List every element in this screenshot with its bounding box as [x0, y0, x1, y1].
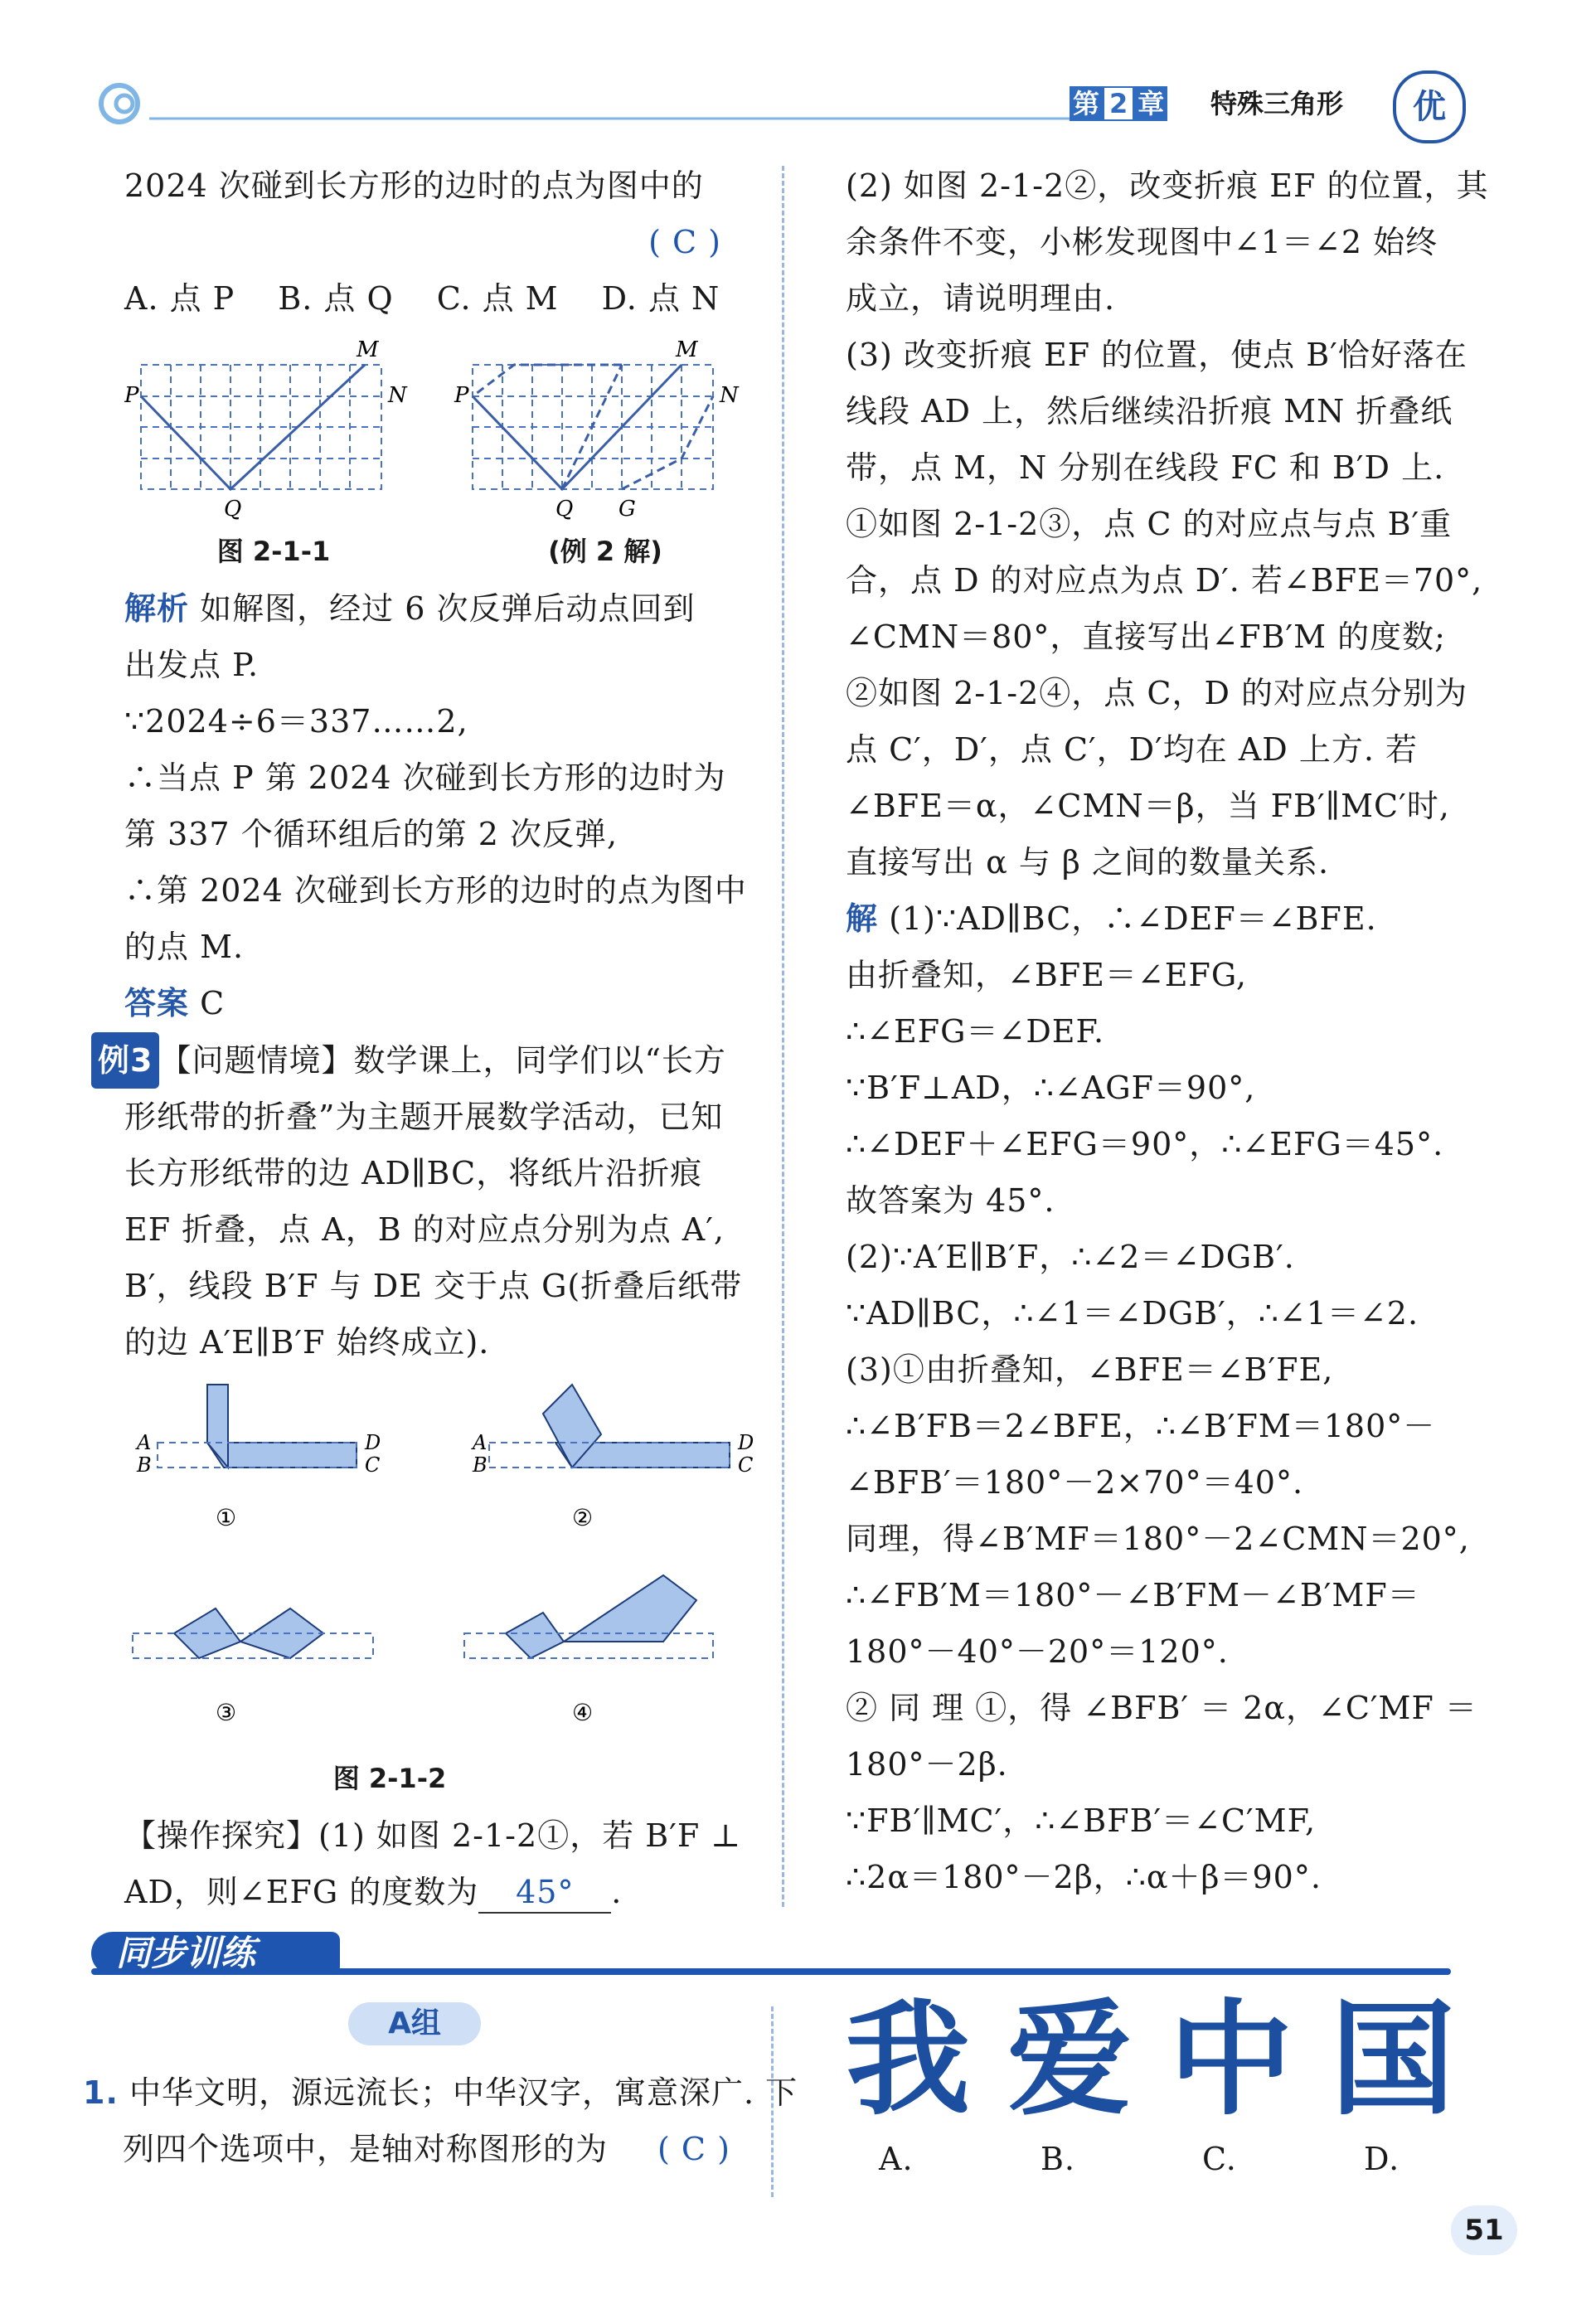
- solution-line: 由折叠知，∠BFE＝∠EFG,: [846, 957, 1247, 993]
- analysis-block: [124, 580, 754, 1031]
- solution-line: ∴2α＝180°－2β，∴α＋β＝90°.: [846, 1859, 1322, 1895]
- solution-line: ∠BFB′＝180°－2×70°＝40°.: [846, 1464, 1304, 1501]
- option-label-c: C.: [1202, 2141, 1237, 2177]
- right-line: 点 C′，D′，点 C′，D′均在 AD 上方. 若: [846, 731, 1418, 768]
- q1-answer: ( C ): [657, 2131, 730, 2167]
- label-P: P: [124, 383, 139, 408]
- right-column: [846, 158, 1489, 1905]
- explore-line: AD，则∠EFG 的度数为: [124, 1874, 479, 1910]
- right-line: 余条件不变，小彬发现图中∠1＝∠2 始终: [846, 224, 1438, 260]
- sub-label-2: ②: [572, 1504, 594, 1531]
- label-P2: P: [454, 383, 469, 408]
- example-3-line: 【问题情境】数学课上，同学们以“长方: [159, 1042, 726, 1079]
- example-3-line: B′，线段 B′F 与 DE 交于点 G(折叠后纸带: [124, 1268, 743, 1304]
- right-line: 直接写出 α 与 β 之间的数量关系.: [846, 844, 1330, 881]
- solution-line: 180°－40°－20°＝120°.: [846, 1633, 1229, 1670]
- chapter-badge: [1070, 83, 1167, 121]
- right-line: (3) 改变折痕 EF 的位置，使点 B′恰好落在: [846, 337, 1467, 373]
- left-column: [124, 158, 754, 327]
- char-options: [829, 1988, 1476, 2177]
- solution-line: ∴∠FB′M＝180°－∠B′FM－∠B′MF＝: [846, 1577, 1420, 1613]
- label-N2: N: [720, 383, 739, 408]
- option-label-b: B.: [1041, 2141, 1076, 2177]
- banner-text: 同步训练: [116, 1933, 256, 1973]
- example-3-tag: 例3: [91, 1032, 159, 1089]
- logo-text: 优: [1413, 88, 1446, 126]
- solution-line: ∴∠B′FB＝2∠BFE，∴∠B′FM＝180°－: [846, 1408, 1436, 1444]
- analysis-tag: 解析: [124, 590, 190, 627]
- analysis-line: 如解图，经过 6 次反弹后动点回到: [200, 590, 696, 627]
- solution-line: 180°－2β.: [846, 1746, 1008, 1783]
- right-line: 成立，请说明理由.: [846, 280, 1116, 317]
- label-Q2: Q: [555, 497, 574, 522]
- solution-line: ∵AD∥BC，∴∠1＝∠DGB′，∴∠1＝∠2.: [846, 1295, 1419, 1332]
- fig-label-C2: C: [738, 1453, 754, 1477]
- fig-label-D: D: [365, 1431, 381, 1454]
- figure-2-1-1: [124, 332, 754, 531]
- chapter-title: 特殊三角形: [1210, 88, 1344, 119]
- solution-line: ∵FB′∥MC′，∴∠BFB′＝∠C′MF,: [846, 1802, 1317, 1839]
- option-char-b: 爱: [1007, 1988, 1132, 2132]
- analysis-line: 的点 M.: [124, 929, 245, 965]
- right-line: ①如图 2-1-2③，点 C 的对应点与点 B′重: [846, 506, 1453, 542]
- question-options: A. 点 P B. 点 Q C. 点 M D. 点 N: [124, 280, 720, 317]
- figure-caption-2: (例 2 解): [548, 536, 662, 567]
- sub-label-1: ①: [216, 1504, 237, 1531]
- explore-block: [124, 1807, 754, 1920]
- chapter-num: 2: [1103, 86, 1134, 121]
- fig-label-D2: D: [738, 1431, 754, 1454]
- explore-answer: 45°: [478, 1872, 611, 1914]
- question-answer: ( C ): [648, 224, 721, 260]
- fig-label-B: B: [137, 1453, 152, 1477]
- label-N: N: [388, 383, 407, 408]
- option-char-d: 国: [1330, 1988, 1455, 2132]
- right-line: ②如图 2-1-2④，点 C，D 的对应点分别为: [846, 675, 1467, 711]
- option-char-c: 中: [1168, 1988, 1293, 2132]
- q1-line: 中华文明，源远流长；中华汉字，寓意深广. 下: [129, 2074, 798, 2111]
- explore-line-end: .: [611, 1874, 623, 1910]
- group-label: A组: [388, 2006, 441, 2040]
- solution-line: (1)∵AD∥BC，∴∠DEF＝∠BFE.: [889, 900, 1377, 937]
- analysis-line: ∵2024÷6＝337……2,: [124, 703, 468, 740]
- question-line: 2024 次碰到长方形的边时的点为图中的: [124, 167, 704, 204]
- example-3-block: [91, 1032, 754, 1371]
- banner-label: [91, 1932, 340, 1975]
- right-line: ∠BFE＝α，∠CMN＝β，当 FB′∥MC′时,: [846, 788, 1450, 824]
- solution-line: ∵B′F⊥AD，∴∠AGF＝90°,: [846, 1070, 1256, 1106]
- solution-line: (3)①由折叠知，∠BFE＝∠B′FE,: [846, 1351, 1334, 1388]
- example-3-line: EF 折叠，点 A，B 的对应点分别为点 A′,: [124, 1211, 725, 1248]
- q1-line: 列四个选项中，是轴对称图形的为: [123, 2131, 609, 2167]
- example-3-line: 长方形纸带的边 AD∥BC，将纸片沿折痕: [124, 1155, 703, 1191]
- example-3-line: 形纸带的折叠”为主题开展数学活动，已知: [124, 1099, 724, 1135]
- solution-line: 故答案为 45°.: [846, 1182, 1055, 1219]
- fig-label-B2: B: [473, 1453, 488, 1477]
- fig-label-A2: A: [473, 1431, 488, 1454]
- solution-line: ∴∠DEF＋∠EFG＝90°，∴∠EFG＝45°.: [846, 1126, 1444, 1162]
- column-divider: [782, 166, 784, 1907]
- right-line: 带，点 M，N 分别在线段 FC 和 B′D 上.: [846, 449, 1445, 486]
- right-line: 线段 AD 上，然后继续沿折痕 MN 折叠纸: [846, 393, 1453, 429]
- explore-line: 【操作探究】(1) 如图 2-1-2①，若 B′F ⊥: [124, 1817, 742, 1854]
- example-3-line: 的边 A′E∥B′F 始终成立).: [124, 1324, 490, 1361]
- option-label-d: D.: [1364, 2141, 1400, 2177]
- label-G2: G: [619, 497, 636, 522]
- answer-tag: 答案: [124, 985, 190, 1021]
- analysis-line: ∴第 2024 次碰到长方形的边时的点为图中: [124, 872, 747, 909]
- analysis-line: 第 337 个循环组后的第 2 次反弹,: [124, 816, 619, 852]
- fig-label-A: A: [137, 1431, 152, 1454]
- option-label-a: A.: [879, 2141, 914, 2177]
- answer-value: C: [200, 985, 226, 1021]
- solution-tag: 解: [846, 900, 879, 937]
- right-line: (2) 如图 2-1-2②，改变折痕 EF 的位置，其: [846, 167, 1489, 204]
- sub-label-3: ③: [216, 1699, 237, 1726]
- fig-label-C: C: [365, 1453, 381, 1477]
- solution-line: ② 同 理 ①，得 ∠BFB′ ＝ 2α，∠C′MF ＝: [846, 1690, 1477, 1726]
- solution-line: ∴∠EFG＝∠DEF.: [846, 1013, 1105, 1050]
- sub-label-4: ④: [572, 1699, 594, 1726]
- q1-number: 1.: [83, 2074, 119, 2111]
- page-number-text: 51: [1464, 2214, 1504, 2247]
- label-Q: Q: [224, 497, 242, 522]
- group-badge: [348, 2002, 481, 2045]
- analysis-line: 出发点 P.: [124, 647, 260, 683]
- figure-caption-1: 图 2-1-1: [216, 536, 331, 567]
- figure-caption-3: 图 2-1-2: [332, 1763, 447, 1794]
- chapter-suffix: 章: [1134, 86, 1167, 121]
- right-line: 合，点 D 的对应点为点 D′. 若∠BFE＝70°,: [846, 562, 1483, 599]
- page-number: [1451, 2205, 1517, 2255]
- logo-seal: [1393, 70, 1466, 143]
- figure-2-1-2: [124, 1368, 754, 1758]
- option-char-a: 我: [845, 1988, 970, 2132]
- right-line: ∠CMN＝80°，直接写出∠FB′M 的度数;: [846, 619, 1446, 655]
- practice-banner: [91, 1932, 1451, 1982]
- question-1: [83, 2064, 798, 2177]
- analysis-line: ∴当点 P 第 2024 次碰到长方形的边时为: [124, 759, 726, 796]
- label-M2: M: [676, 337, 698, 362]
- solution-line: 同理，得∠B′MF＝180°－2∠CMN＝20°,: [846, 1521, 1470, 1557]
- chapter-prefix: 第: [1070, 86, 1103, 121]
- solution-line: (2)∵A′E∥B′F，∴∠2＝∠DGB′.: [846, 1239, 1295, 1275]
- label-M: M: [357, 337, 379, 362]
